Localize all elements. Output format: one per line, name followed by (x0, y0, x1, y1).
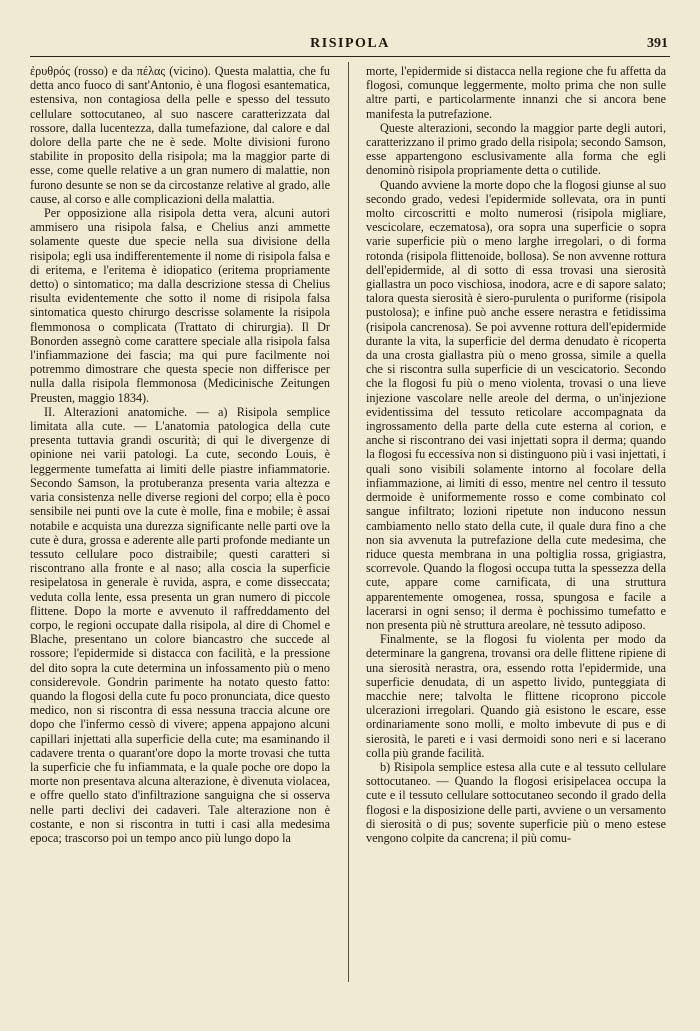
paragraph: Finalmente, se la flogosi fu violenta per modo da determinare la gangrena, trovansi ora delle flittene ripiene di una sierosità nerastra, ora, essendo rotta l'epidermide, una superficie denudata, di un aspetto livido, punteggiata di macchie nere; talvolta le flittene ricoprono piccole ulcerazioni irregolari. Quando già esistono le escare, esse ordinariamente sono molli, e molto imbevute di pus e di sierosità, le pareti e i vasi dermoidi sono neri e si lacerano colla più grande facilità. (366, 632, 666, 760)
page-number: 391 (647, 36, 668, 51)
right-column (366, 64, 666, 845)
paragraph: Per opposizione alla risipola detta vera, alcuni autori ammisero una risipola falsa, e Chelius anzi ammette solamente queste due specie nella sua divisione della risipola; egli usa indifferentemente il nome di risipola falsa e di eritema, e l'eritema è idiopatico (eritema propriamente detto) o sintomatico; ma dalla descrizione stessa di Chelius risulta evidentemente che sotto il nome di risipola falsa sintomatica questo chirurgo descrisse solamente la risipola flemmonosa o complicata (Trattato di chirurgia). Il Dr Bonorden assegnò come carattere speciale alla risipola falsa l'infiammazione dei fascia; ma qui pure facilmente noi potremmo dimostrare che questa specie non differisce per nulla dalla risipola flemmonosa (Medicinische Zeitungen Preusten, maggio 1834). (30, 206, 330, 405)
paragraph: Quando avviene la morte dopo che la flogosi giunse al suo secondo grado, vedesi l'epidermide sollevata, ora in punti molto circoscritti e molto numerosi (risipola migliare, vescicolare, eczematosa), ora sopra una superficie o sopra varie superficie più o meno larghe irregolari, o di forma rotonda (risipola flittenoide, bollosa). Se non avvenne rottura dell'epidermide, al di sotto di essa trovasi una sierosità giallastra un poco vischiosa, inodora, acre e di sapore salato; talora questa sierosità è siero-purulenta o puriforme (risipola pustolosa); e infine può anche essere nerastra e fetidissima (risipola cancrenosa). Se poi avvenne rottura dell'epidermide durante la vita, la superficie del derma denudato è ricoperta da una crosta giallastra più o meno grossa, simile a quella che si riscontra sulla superficie di un vescicatorio. Secondo che la flogosi fu più o meno violenta, trovasi o una lieve injezione vascolare nelle areole del derma, o un'injezione evidentissima del tessuto reticolare accompagnata da ingrossamento della parte della cute esterna al corion, e anche si riscontrano dei vasi injettati sopra il derma; quando la flogosi fu eccessiva non si distinguono più i vasi injettati, i quali sono visibili solamente intorno al focolare della infiammazione, ai limiti di esso, mentre nel centro il tessuto dermoide è uniformemente rosso e come combinato col sangue infiltrato; lozioni ripetute non inducono nessun cambiamento nello stato della cute, il quale dura fino a che non sia avvenuta la putrefazione della cute medesima, che riduce questa membrana in una poltiglia rossa, grigiastra, scorrevole. Quando la flogosi occupa tutta la spessezza della cute, appare come carnificata, di una struttura apparentemente omogenea, rossa, spungosa e facile a lacerarsi in ogni senso; il derma è pochissimo tumefatto e non presenta più nè struttura areolare, nè tessuto adiposo. (366, 177, 666, 632)
running-title: RISIPOLA (310, 36, 390, 51)
column-divider (348, 62, 349, 982)
paragraph: morte, l'epidermide si distacca nella regione che fu affetta da flogosi, comunque leggermente, molto prima che non sulle altre parti, e particolarmente innanzi che si ancora bene manifesta la putrefazione. (366, 64, 666, 121)
paragraph: Queste alterazioni, secondo la maggior parte degli autori, caratterizzano il primo grado della risipola; secondo Samson, esse appartengono esclusivamente alla forma che egli denominò risipola propriamente detta o cutilide. (366, 120, 666, 178)
left-column (30, 64, 330, 845)
paragraph: b) Risipola semplice estesa alla cute e al tessuto cellulare sottocutaneo. — Quando la flogosi erisipelacea occupa la cute e il tessuto cellulare sottocutaneo secondo il grado della flogosi e la disposizione delle parti, avviene o un versamento di sierosità o di pus; sovente superficie più o meno estese vengono colpite da cancrena; il più comu- (366, 759, 666, 845)
running-header (30, 34, 670, 57)
paragraph: ἐρυθρός (rosso) e da πέλας (vicino). Questa malattia, che fu detta anco fuoco di sant'Antonio, è una flogosi esantematica, estensiva, non contagiosa della pelle e spesso del tessuto cellulare sottocutaneo, al suo nascere caratterizzata dal rossore, dalla lucentezza, dalla tumefazione, dal calore e dal dolore della parte che ne è sede. Molte divisioni furono stabilite in proposito della risipola; ma la maggior parte di esse, come quelle relative a un gran numero di malattie, non furono desunte se non se da circostanze relative al grado, alle cause, al corso e alle complicazioni della malattia. (30, 64, 330, 206)
paragraph: II. Alterazioni anatomiche. — a) Risipola semplice limitata alla cute. — L'anatomia patologica della cute presenta tuttavia grandi oscurità; di qui le divergenze di opinione nei varii patologi. La cute, secondo Louis, è leggermente tumefatta ai limiti delle piastre infiammatorie. Secondo Samson, la protuberanza presenta varia altezza e varia consistenza nelle diverse regioni del corpo; ella è poco sensibile nei punti ove la cute è molle, fina e mobile; è assai notabile e acquista una durezza significante nelle parti ove la cute è dura, grossa e aderente alle parti profonde mediante un tessuto cellulare poco distraibile; questi caratteri si riscontrano alla fronte e al naso; alla coscia la superficie resipelatosa in generale è ruvida, aspra, e come disseccata; veduta colla lente, essa presenta un gran numero di piccole flittene. Dopo la morte e avvenuto il raffreddamento del corpo, le regioni occupate dalla risipola, al dire di Chomel e Blache, presentano un colore biancastro che succede al rossore; l'epidermide si distacca con facilità, e la pressione del dito sopra la cute determina un infossamento più o meno considerevole. Gondrin parimente ha notato questo fatto: quando la flogosi della cute fu poco pronunciata, dice questo medico, non si riscontra di essa nessuna traccia alcune ore dopo che l'infermo cessò di vivere; appena appajono alcuni capillari injettati alla superficie della cute; ma esaminando il cadavere trenta o quarant'ore dopo la morte trovasi che tutta la superficie che fu infiammata, e la quale poche ore dopo la morte non presentava alcuna alterazione, è divenuta violacea, e offre quello stato d'infiltrazione sanguigna che si osserva nelle parti declivi dei cadaveri. Tale alterazione non è costante, e non si riscontra in tutti i casi alla medesima epoca; trascorso poi un tempo anco più lungo dopo la (30, 404, 330, 845)
